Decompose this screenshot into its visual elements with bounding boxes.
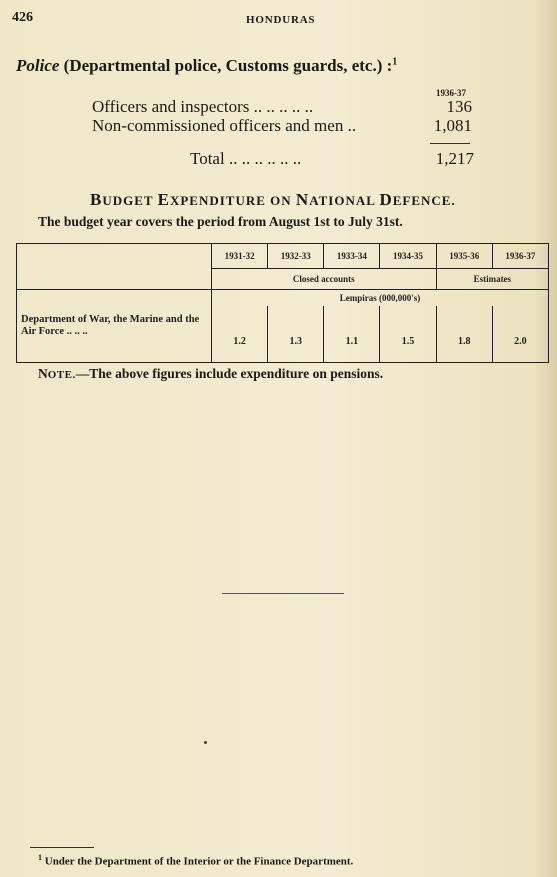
table-cell: 1.2 [212, 306, 268, 363]
police-heading [16, 56, 397, 76]
police-row-value: 136 [446, 97, 472, 116]
table-cell: 1.8 [436, 306, 492, 363]
table-cell: 2.0 [492, 306, 548, 363]
year-header: 1934-35 [380, 244, 436, 269]
print-speck [204, 741, 207, 744]
police-row-officers [92, 97, 472, 117]
police-row-label: Non-commissioned officers and men .. [92, 116, 357, 135]
pensions-note: NOTE.—The above figures include expenditure on pensions. [38, 366, 384, 381]
table-cell: 1.5 [380, 306, 436, 363]
year-header: 1932-33 [268, 244, 324, 269]
footnote-text: Under the Department of the Interior or the Finance Department. [42, 855, 354, 868]
police-row-label: Officers and inspectors .. .. .. .. .. [92, 97, 314, 116]
police-heading-text: (Departmental police, Customs guards, etc.) : [59, 56, 393, 75]
running-head: HONDURAS [246, 14, 316, 26]
closed-accounts-header: Closed accounts [212, 269, 437, 290]
table-row [17, 290, 549, 307]
table-cell: 1.1 [324, 306, 380, 363]
year-header: 1933-34 [324, 244, 380, 269]
table-header-years [17, 244, 549, 269]
table-corner-cell [17, 244, 212, 290]
footnote-rule [30, 847, 94, 848]
table-cell: 1.3 [268, 306, 324, 363]
footnote-mark: 1 [392, 56, 398, 68]
year-header: 1931-32 [212, 244, 268, 269]
police-year-header: 1936-37 [436, 88, 466, 98]
budget-table [16, 243, 549, 363]
police-heading-italic: Police [16, 56, 60, 75]
police-total-row [190, 149, 474, 169]
row-label: Department of War, the Marine and the Air Force .. .. .. [17, 290, 212, 363]
footnote-mark: 1 [38, 853, 42, 862]
unit-label: Lempiras (000,000's) [212, 290, 549, 307]
police-row-nco [92, 116, 472, 136]
footnote [38, 853, 353, 868]
year-header: 1936-37 [492, 244, 548, 269]
page-number: 426 [12, 10, 33, 25]
estimates-header: Estimates [436, 269, 548, 290]
section-title: BUDGET EXPENDITURE ON NATIONAL DEFENCE. [90, 190, 456, 209]
police-row-value: 1,081 [433, 116, 472, 135]
budget-year-note: The budget year covers the period from August 1st to July 31st. [38, 214, 403, 229]
police-total-label: Total .. .. .. .. .. .. [190, 149, 302, 168]
section-divider [222, 593, 344, 594]
total-rule [430, 143, 470, 144]
year-header: 1935-36 [436, 244, 492, 269]
police-total-value: 1,217 [435, 149, 474, 168]
